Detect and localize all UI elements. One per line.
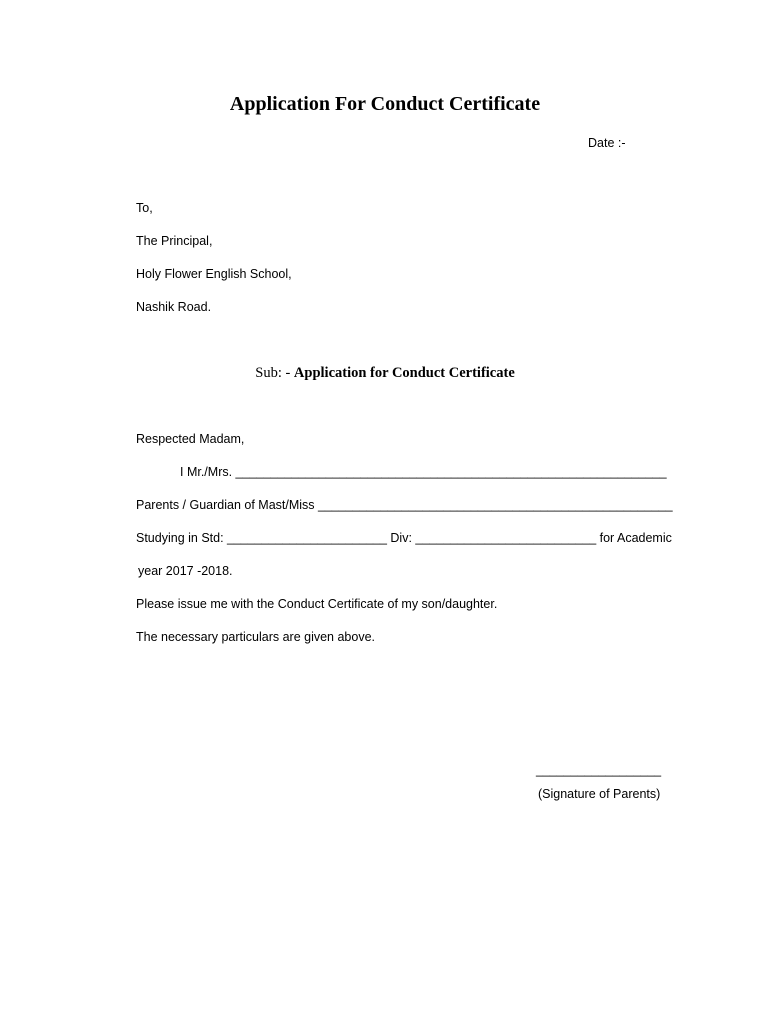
std-div-line: Studying in Std: _______________________ Div: __________________________ for Academic	[136, 531, 672, 545]
address-to: To,	[136, 201, 153, 215]
academic-year-line: year 2017 -2018.	[138, 564, 233, 578]
document-title: Application For Conduct Certificate	[229, 93, 541, 115]
subject-line	[0, 365, 770, 382]
address-recipient: The Principal,	[136, 234, 213, 248]
particulars-line: The necessary particulars are given above.	[136, 630, 376, 644]
address-school: Holy Flower English School,	[136, 267, 292, 281]
guardian-line: Parents / Guardian of Mast/Miss ___________________________________________________	[136, 498, 673, 512]
subject-prefix: Sub: -	[255, 365, 291, 381]
salutation: Respected Madam,	[136, 432, 245, 446]
request-line: Please issue me with the Conduct Certificate of my son/daughter.	[136, 597, 498, 611]
address-location: Nashik Road.	[136, 300, 212, 314]
subject-text: Application for Conduct Certificate	[293, 365, 515, 381]
signature-line: __________________	[536, 763, 662, 777]
parent-name-line: I Mr./Mrs. ______________________________________________________________	[180, 465, 667, 479]
signature-label: (Signature of Parents)	[538, 787, 661, 801]
date-label: Date :-	[588, 136, 626, 150]
